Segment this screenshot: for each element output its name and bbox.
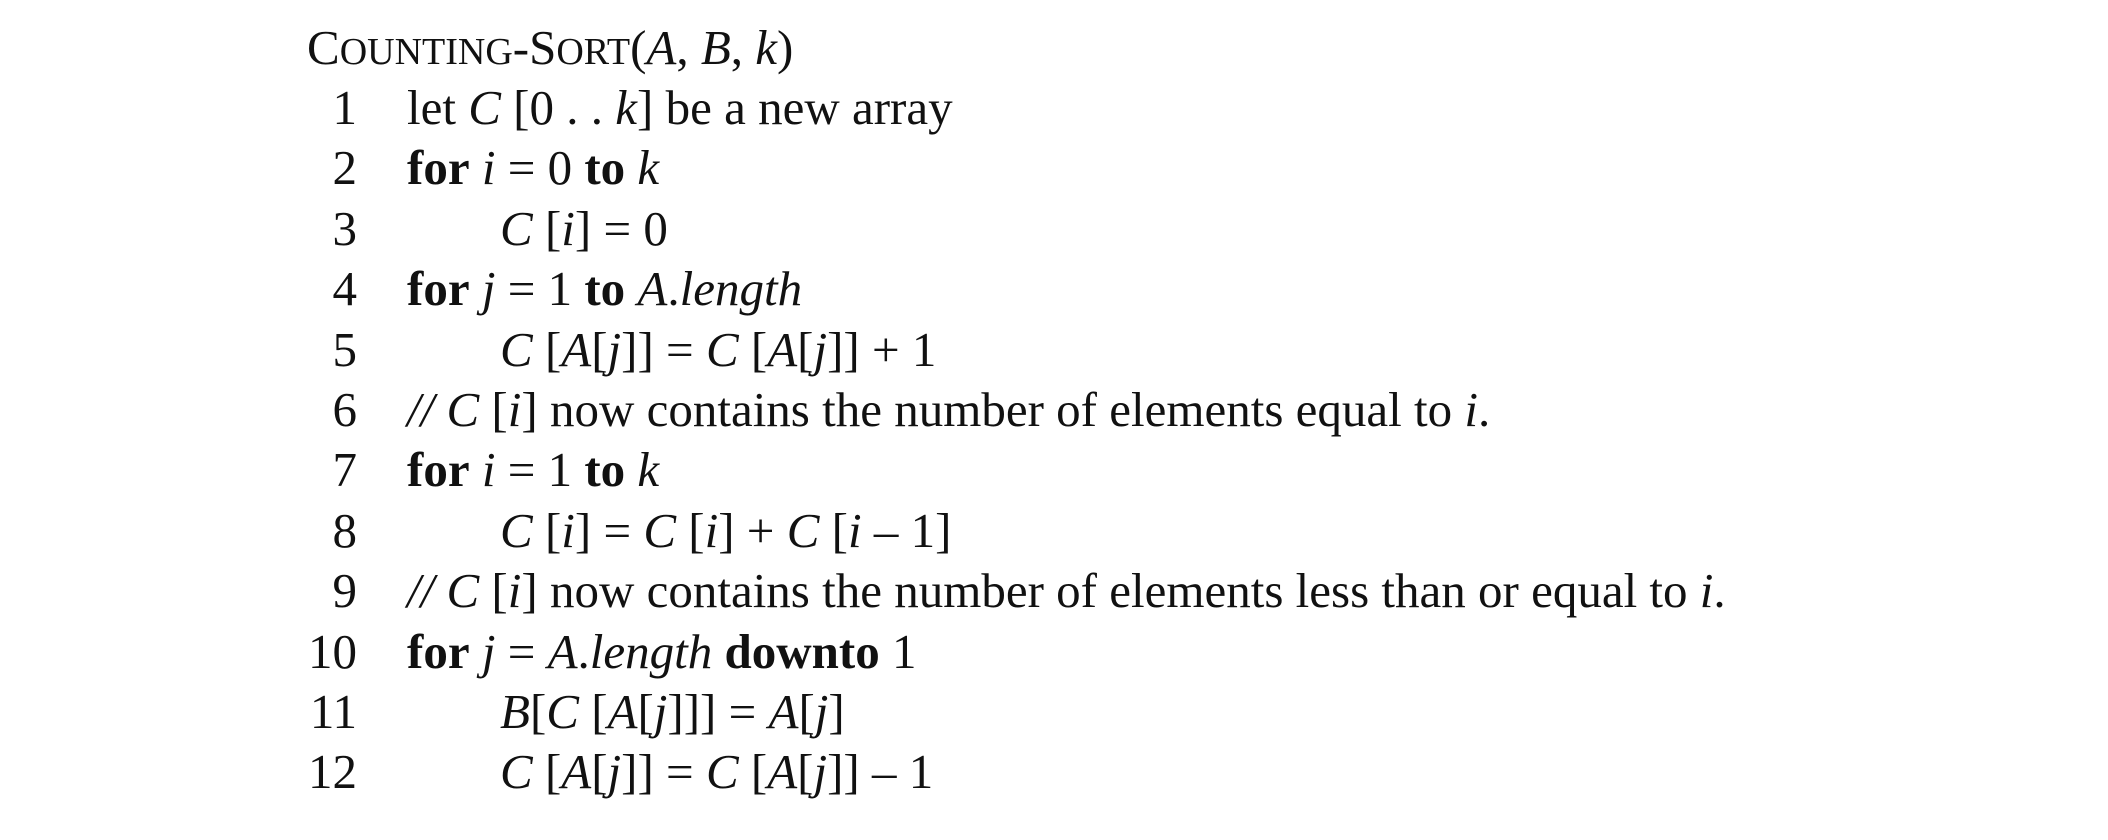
close-paren: ) [777,20,794,75]
var: length [589,623,713,679]
line-number: 5 [332,321,357,377]
var: C [468,80,501,135]
text: [ [532,744,562,800]
text: [ [532,200,562,256]
text: [ [797,744,814,800]
var: j [814,683,829,739]
line-number: 8 [332,502,357,558]
code-line-4 [307,259,803,319]
line-code [407,622,916,682]
text: . [1478,381,1491,437]
var: C [705,744,739,800]
text: ] = [574,502,644,558]
text: let [407,80,469,135]
code-line-3 [307,199,793,259]
var: C [643,502,677,558]
text [625,442,637,497]
var: j [813,321,828,377]
text [625,140,637,195]
text: [ [532,502,562,558]
text: ]]] = [667,683,769,739]
text [712,624,724,679]
text: ] + [718,502,787,558]
var: A [561,321,592,377]
var: i [847,502,862,558]
var: A [607,683,638,739]
text: . [1713,563,1726,619]
line-number: 11 [309,683,357,739]
text: [ [532,321,562,377]
var: j [481,261,496,317]
text: [ [591,744,608,800]
line-code [500,320,936,380]
code-line-6 [307,380,1491,440]
code-line-7 [307,440,793,500]
var: j [653,683,668,739]
var: A [768,683,799,739]
comment-marker: // [407,381,447,437]
var: C [705,321,739,377]
var: A [561,744,592,800]
var: j [813,744,828,800]
keyword: to [584,442,626,498]
text: ]] = [621,321,706,377]
var: j [607,321,622,377]
code-line-8 [307,501,952,561]
var: i [561,502,575,558]
text: [ [676,502,705,558]
var: C [446,381,480,437]
var: i [507,563,522,619]
text: ] be a new array [637,80,953,135]
text: ] = 0 [574,200,668,256]
var: j [607,744,622,800]
line-number: 7 [332,442,357,498]
var: k [637,442,660,498]
text: [ [738,744,768,800]
var: C [500,200,533,256]
code-line-9 [307,561,1726,621]
line-code [407,138,659,198]
var: C [786,502,820,558]
keyword: to [584,140,626,196]
text: [ [578,683,608,739]
text: = 1 [495,442,585,498]
text: . [667,261,680,317]
var: C [500,321,533,377]
keyword: for [407,140,470,196]
var: C [446,563,480,619]
keyword: for [407,623,470,679]
text: . [577,623,590,679]
text: ]] – 1 [827,744,934,800]
name-cap-1: C [307,20,340,75]
text [625,261,637,316]
text: ]] = [621,744,706,800]
text [470,261,482,316]
name-sep: - [512,20,530,75]
line-number: 9 [332,563,357,619]
line-code [407,380,1490,440]
line-number: 2 [332,140,357,196]
text: ] [828,683,845,739]
var: i [704,502,719,558]
text: [ [797,321,814,377]
var: k [637,140,660,196]
line-number: 3 [332,200,357,256]
text: [ [738,321,768,377]
var: C [546,683,579,739]
var: A [547,623,578,679]
code-line-2 [307,138,793,198]
name-rest-1: OUNTING [339,31,513,73]
keyword: downto [724,623,880,679]
var: i [1464,381,1478,437]
text: = 0 [495,140,585,196]
code-line-5 [307,320,937,380]
line-code [407,561,1726,621]
text: 1 [879,623,917,679]
counting-sort-pseudocode [307,18,1726,803]
text: [ [819,502,848,558]
var: length [679,261,803,317]
var: A [637,261,668,317]
var: C [500,502,533,558]
text: [ [591,321,608,377]
line-number: 12 [308,744,357,800]
text: [ [798,683,815,739]
var: j [481,623,496,679]
text: [ [479,381,508,437]
text: = [495,623,548,679]
code-line-11 [307,682,845,742]
text [470,624,482,679]
var: i [561,200,575,256]
line-number: 4 [332,261,357,317]
arg-k: k [755,20,778,75]
text: ]] + 1 [827,321,937,377]
text: ] now contains the number of elements equal to [521,381,1465,437]
line-code [500,501,951,561]
var: i [481,140,496,196]
arg-a: A [646,20,677,75]
comment-marker: // [407,563,447,619]
var: C [500,744,533,800]
line-code [407,78,953,138]
procedure-signature [307,18,793,78]
var: A [767,744,798,800]
var: i [1699,563,1714,619]
text [470,442,482,497]
line-code [407,440,659,500]
keyword: to [584,261,626,317]
name-cap-2: S [529,20,557,75]
var: A [767,321,798,377]
text: ] now contains the number of elements less than or equal to [521,563,1700,619]
text: = 1 [495,261,585,317]
keyword: for [407,442,470,498]
line-code [407,259,802,319]
code-line-1 [307,78,953,138]
line-number: 6 [332,381,357,437]
line-number: 10 [308,623,357,679]
text: [0 . . [500,80,616,135]
var: i [507,381,522,437]
comma-2: , [730,20,756,75]
line-code [500,742,933,802]
text: [ [479,563,508,619]
var: B [500,683,530,739]
line-code [500,682,845,742]
var: k [615,80,637,135]
text: – 1] [861,502,952,558]
arg-b: B [700,20,731,75]
text: [ [529,683,547,739]
text [470,140,482,195]
text: [ [637,683,654,739]
open-paren: ( [630,20,647,75]
name-rest-2: ORT [556,31,631,73]
comma-1: , [676,20,701,75]
line-number: 1 [332,80,357,135]
keyword: for [407,261,470,317]
code-line-12 [307,742,934,802]
line-code [500,199,668,259]
code-line-10 [307,622,917,682]
var: i [481,442,496,498]
